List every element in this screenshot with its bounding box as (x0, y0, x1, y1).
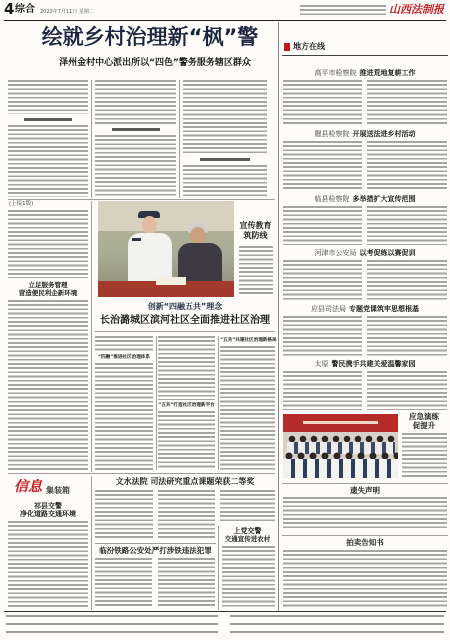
drill-caption-line2: 促提升 (412, 421, 436, 430)
body-text-block (283, 141, 362, 190)
body-text-block (158, 411, 215, 470)
column-rule (91, 476, 92, 610)
lead-inner-subhead (112, 128, 160, 131)
column-rule (91, 80, 92, 198)
photo-officer-with-resident (98, 201, 234, 297)
brief-title: 临汾铁路公安处严打涉铁违法犯罪 (99, 546, 212, 555)
feature-headline: 长治潞城区滨河社区全面推进社区治理 (100, 315, 270, 326)
body-text-block (95, 558, 152, 608)
body-text-block (367, 141, 447, 190)
local-item-title: 专题党课筑牢思想根基 (349, 305, 419, 313)
body-text-block (367, 260, 447, 302)
column-rule (156, 336, 157, 470)
photo-emergency-drill (283, 414, 398, 478)
local-item-headline (282, 70, 448, 77)
local-item-org: 太原 (314, 360, 329, 368)
body-text-block (8, 300, 88, 470)
body-text-block (283, 206, 362, 245)
footer-rule (4, 611, 446, 612)
section-rule (282, 55, 448, 56)
section-rule (282, 535, 448, 536)
body-text-block (183, 80, 267, 154)
local-item-title: 推进荒地复耕工作 (359, 69, 416, 77)
column-rule (218, 526, 219, 610)
lead-headline: 绘就乡村治理新“枫”警 (41, 25, 259, 49)
editor-info (300, 5, 386, 16)
photo-caption-line2: 筑防线 (243, 231, 268, 240)
continued-label: (上接1版) (9, 201, 34, 207)
local-item-headline (282, 196, 448, 203)
column-rule (179, 80, 180, 198)
header-rule (4, 20, 446, 21)
body-text-block (283, 316, 362, 356)
feature-rule (95, 331, 275, 332)
body-text-block (367, 316, 447, 356)
brief-title: 净化道路交通环境 (20, 510, 76, 518)
body-text-block (8, 521, 88, 609)
body-text-block (367, 371, 447, 410)
section-rule (8, 199, 275, 200)
body-text-block (95, 80, 176, 124)
body-text-block (95, 135, 176, 197)
feature-subhead: “五共”共建社区治理新格局 (220, 338, 277, 343)
body-text-block (183, 165, 267, 197)
local-item-headline (282, 361, 448, 368)
section-rule (8, 473, 275, 474)
body-text-block (283, 260, 362, 302)
photo-caption-text (239, 246, 273, 296)
body-text-block (95, 363, 153, 470)
body-text-block (283, 371, 362, 410)
body-text-block (283, 550, 447, 608)
local-item-title: 多举措扩大宣传范围 (352, 195, 416, 203)
body-text-block (8, 125, 88, 197)
brief-org: 上党交警 (233, 527, 262, 535)
section-marker-icon (284, 43, 290, 51)
local-item-title: 开展送法进乡村活动 (352, 130, 416, 138)
body-text-block (283, 497, 447, 530)
local-section-title: 地方在线 (293, 42, 325, 51)
main-column-rule (278, 22, 279, 611)
body-text-block (222, 546, 275, 608)
column-rule (91, 201, 92, 472)
feature-subhead: “四融”推进社区治理体系 (98, 355, 150, 360)
footer-info (6, 615, 218, 639)
photo-caption-text (402, 433, 447, 479)
body-text-block (367, 206, 447, 245)
left-subhead-line1: 立足服务管理 (28, 281, 68, 289)
body-text-block (367, 80, 447, 126)
brief-org: 祁县交警 (34, 502, 62, 510)
local-item-title: 警民携手共建关爱温馨家园 (331, 360, 416, 368)
drill-caption-line1: 应急演练 (409, 412, 439, 421)
brief-title: 交通宣传进农村 (224, 535, 271, 543)
body-text-block (95, 336, 153, 352)
local-item-title: 以考促练以赛促训 (359, 249, 416, 257)
local-item-org: 河津市公安局 (314, 249, 357, 257)
briefs-badge-main: 信息 (14, 479, 42, 495)
feature-subhead: “五共”打造社区治理新平台 (158, 403, 215, 408)
feature-kicker: 创新“四融五共”理念 (147, 302, 223, 311)
local-item-headline (282, 131, 448, 138)
issue-date: 2023年7月11日 星期二 (40, 9, 94, 15)
auction-notice-title: 拍卖告知书 (346, 538, 384, 547)
footer-info (230, 615, 444, 639)
lead-subheadline: 泽州金村中心派出所以“四色”警务服务辖区群众 (59, 58, 251, 68)
body-text-block (220, 346, 275, 470)
body-text-block (158, 490, 215, 540)
lost-notice-title: 遗失声明 (350, 486, 380, 495)
masthead: 山西法制报 (389, 3, 444, 16)
briefs-badge-sub: 集装箱 (46, 486, 70, 495)
local-item-org: 隰县检察院 (314, 130, 350, 138)
body-text-block (283, 80, 362, 126)
left-subhead-line2: 营造便民利企新环境 (18, 289, 78, 297)
photo-caption-line1: 宣传教育 (239, 221, 272, 230)
section-name: 综合 (15, 4, 35, 15)
lead-inner-subhead (24, 118, 72, 121)
local-item-org: 临县检察院 (314, 195, 350, 203)
lead-inner-subhead (200, 158, 250, 161)
body-text-block (8, 210, 88, 278)
column-rule (218, 336, 219, 470)
body-text-block (95, 490, 153, 540)
local-item-headline (282, 306, 448, 313)
section-rule (282, 483, 448, 484)
local-item-headline (282, 250, 448, 257)
body-text-block (158, 558, 215, 608)
body-text-block (220, 490, 275, 523)
page-number: 4 (4, 0, 15, 18)
local-item-org: 应县司法局 (311, 305, 346, 313)
local-item-org: 高平市检察院 (314, 69, 357, 77)
body-text-block (158, 336, 215, 400)
brief-title: 文水法院 司法研究重点课题荣获二等奖 (115, 477, 255, 486)
body-text-block (8, 80, 88, 114)
section-rule (95, 543, 216, 544)
